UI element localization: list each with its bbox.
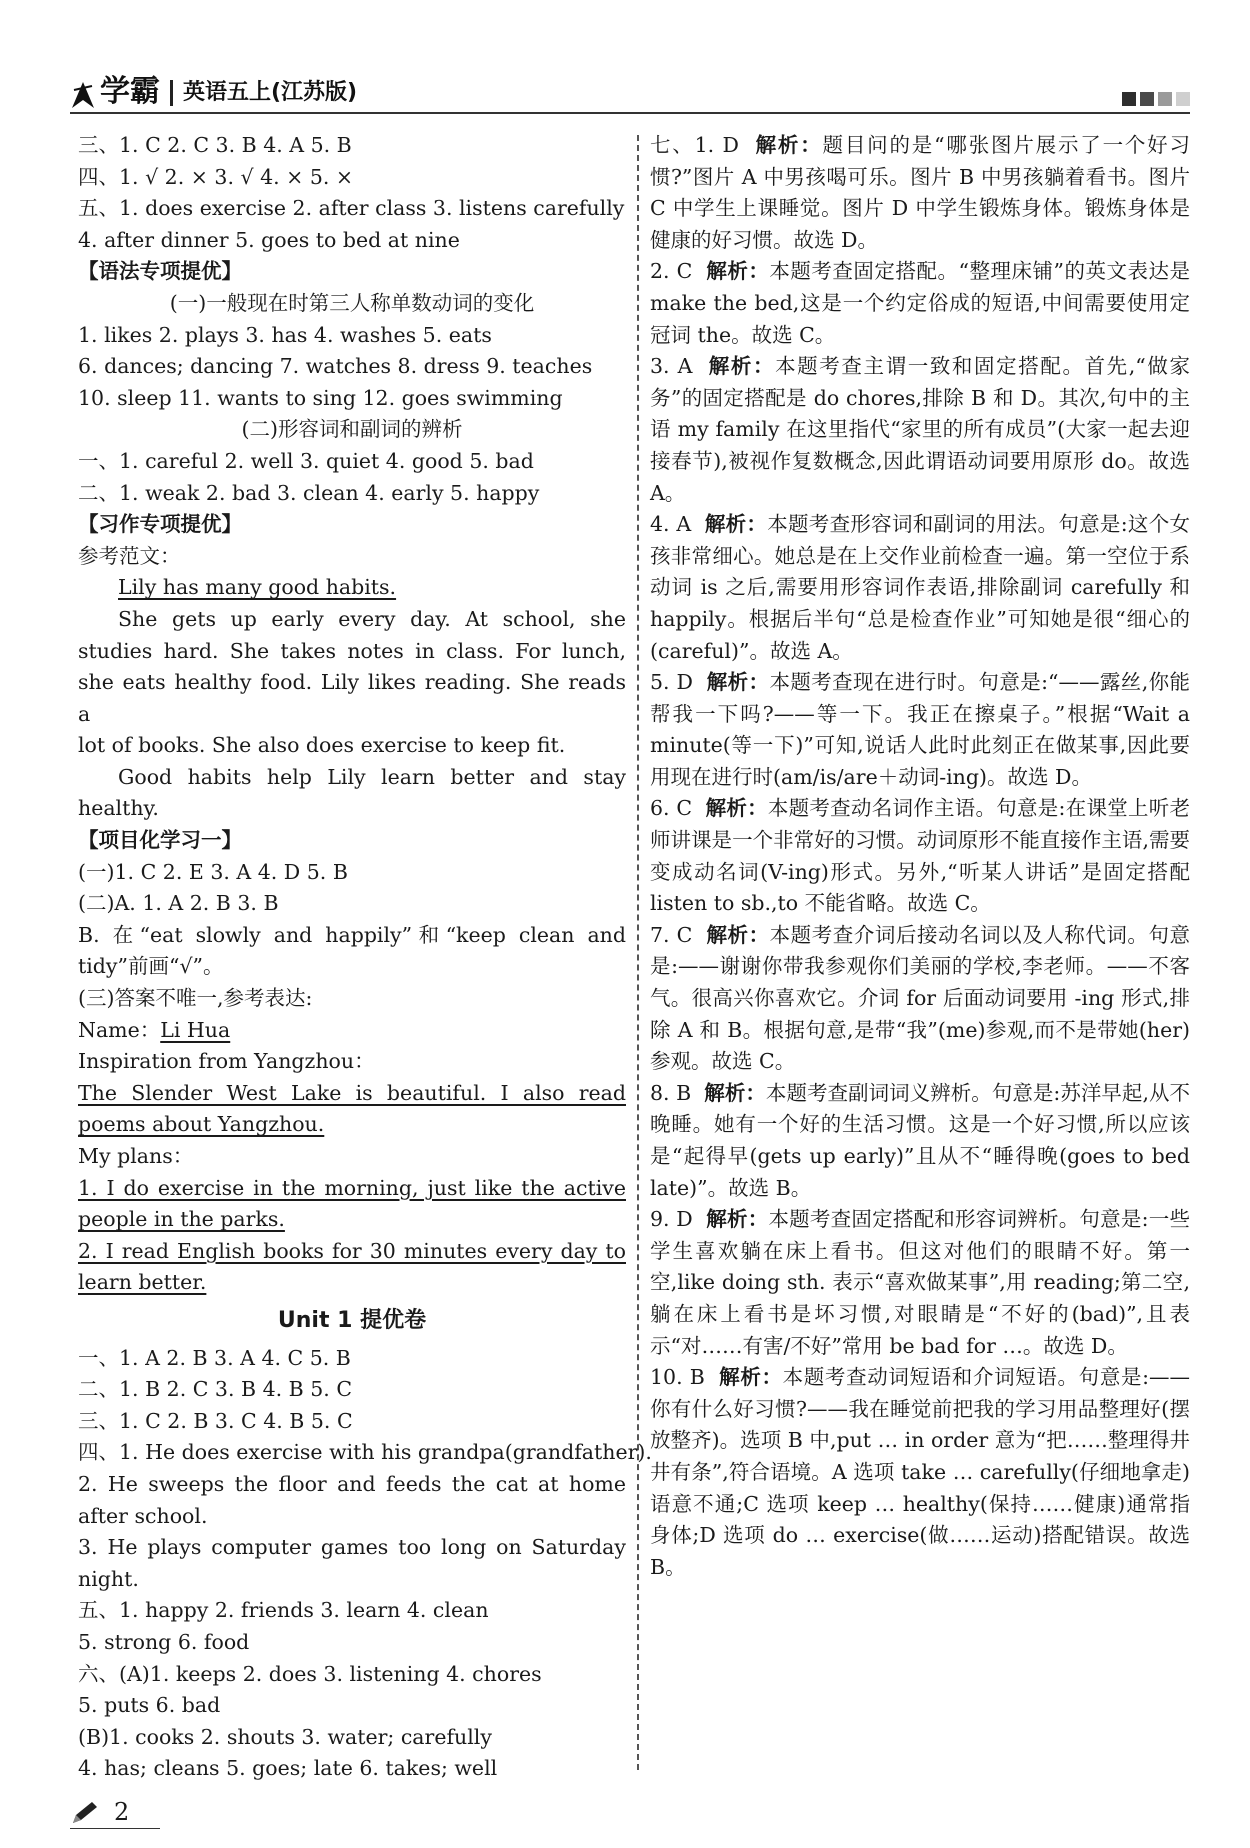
analysis-label: 解析 <box>708 354 753 379</box>
explanation-item: 10. B 解析：本题考查动词短语和介词短语。句意是:——你有什么好习惯?——我在睡觉前把我的学习用品整理好(摆放整齐)。选项 B 中,put … in order 意为“把……整理得井井有条”,符合语境。A 选项 take … carefully(仔细地拿走)语意不通;C 选项 keep … healthy(保持……健康)通常指身体;D 选项 do … exercise(做……运动)搭配错误。故选 B。 <box>650 1365 1191 1579</box>
answer-line: 一、1. careful 2. well 3. quiet 4. good 5. bad <box>78 448 534 473</box>
analysis-text: 本题考查副词词义辨析。句意是:苏洋早起,从不晚睡。她有一个好的生活习惯。这是一个好习惯,所以应该是“起得早(gets up early)”且从不“睡得晚(goes to bed late)”。故选 B。 <box>650 1080 1191 1200</box>
item-number: 9. D <box>650 1207 693 1232</box>
item-number: 七、1. D <box>650 133 739 157</box>
plan-line: 1. I do exercise in the morning, just like the active <box>78 1175 626 1200</box>
answer-line: 3. He plays computer games too long on Saturday <box>78 1535 626 1560</box>
inspiration-line: poems about Yangzhou. <box>78 1112 325 1137</box>
page-header <box>70 70 1190 114</box>
plan-line: people in the parks. <box>78 1207 285 1232</box>
item-number: 3. A <box>650 354 693 379</box>
answer-line: 2. He sweeps the floor and feeds the cat at home <box>78 1471 626 1496</box>
left-column <box>78 130 652 1785</box>
plans-label: My plans： <box>78 1144 194 1168</box>
analysis-text: 本题考查固定搭配。“整理床铺”的英文表达是 make the bed,这是一个约定俗成的短语,中间需要使用定冠词 the。故选 C。 <box>650 259 1191 347</box>
inspiration-line: The Slender West Lake is beautiful. I also read <box>78 1080 626 1105</box>
book-title: 英语五上(江苏版) <box>183 80 358 105</box>
inspiration-label: Inspiration from Yangzhou： <box>78 1049 375 1074</box>
answer-line: after school. <box>78 1503 208 1528</box>
answer-line: 二、1. weak 2. bad 3. clean 4. early 5. happy <box>78 480 540 505</box>
analysis-label: 解析 <box>704 512 747 537</box>
essay-line: healthy. <box>78 796 159 821</box>
corner-decoration <box>1122 92 1190 106</box>
essay-line: she eats healthy food. Lily likes reading. She reads a <box>78 670 626 726</box>
section-heading: 【习作专项提优】 <box>78 512 242 537</box>
analysis-label: 解析 <box>706 670 749 695</box>
answer-line: 四、1. √ 2. × 3. √ 4. × 5. × <box>78 164 354 189</box>
explanation-item: 七、1. D 解析：题目问的是“哪张图片展示了一个好习惯?”图片 A 中男孩喝可乐。图片 B 中男孩躺着看书。图片 C 中学生上课睡觉。图片 D 中学生锻炼身体。锻炼身体是健康的好习惯。故选 D。 <box>650 133 1190 252</box>
unit-title: Unit 1 提优卷 <box>277 1307 427 1333</box>
answer-line: 一、1. A 2. B 3. A 4. C 5. B <box>78 1345 351 1370</box>
answer-line: 6. dances; dancing 7. watches 8. dress 9. teaches <box>78 354 593 379</box>
answer-line: B. 在“eat slowly and happily”和“keep clean and <box>78 922 626 947</box>
explanation-item: 2. C 解析：本题考查固定搭配。“整理床铺”的英文表达是 make the bed,这是一个约定俗成的短语,中间需要使用定冠词 the。故选 C。 <box>650 259 1191 347</box>
brand-logo <box>70 70 357 110</box>
answer-line: 二、1. B 2. C 3. B 4. B 5. C <box>78 1377 353 1402</box>
answer-line: 三、1. C 2. B 3. C 4. B 5. C <box>78 1408 353 1433</box>
answer-line: 五、1. happy 2. friends 3. learn 4. clean <box>78 1598 489 1623</box>
analysis-label: 解析 <box>719 1365 762 1390</box>
column-divider <box>637 135 639 1770</box>
pen-nib-icon <box>70 80 96 110</box>
item-number: 8. B <box>650 1080 692 1105</box>
answer-line: 1. likes 2. plays 3. has 4. washes 5. eats <box>78 322 492 347</box>
answer-line: 4. after dinner 5. goes to bed at nine <box>78 227 460 252</box>
answer-line: night. <box>78 1566 139 1591</box>
answer-line: 六、(A)1. keeps 2. does 3. listening 4. chores <box>78 1661 542 1686</box>
answer-line: 4. has; cleans 5. goes; late 6. takes; well <box>78 1756 498 1781</box>
answer-line: 5. strong 6. food <box>78 1629 250 1654</box>
page-number: 2 <box>114 1798 130 1826</box>
item-number: 5. D <box>650 670 693 695</box>
name-value: Li Hua <box>160 1017 231 1042</box>
analysis-text: 本题考查现在进行时。句意是:“——露丝,你能帮我一下吗?——等一下。我正在擦桌子。”根据“Wait a minute(等一下)”可知,说话人此时此刻正在做某事,因此要用现在进行时(am/is/are＋动词-ing)。故选 D。 <box>650 670 1191 789</box>
section-heading: 【语法专项提优】 <box>78 259 242 284</box>
section-heading: 【项目化学习一】 <box>78 828 242 853</box>
page-footer <box>70 1798 160 1829</box>
explanation-item: 7. C 解析：本题考查介词后接动名词以及人称代词。句意是:——谢谢你带我参观你们美丽的学校,李老师。——不客气。很高兴你喜欢它。介词 for 后面动词要用 -ing 形式,排除 A 和 B。根据句意,是带“我”(me)参观,而不是带她(her)参观。故选 C。 <box>650 922 1191 1074</box>
analysis-label: 解析 <box>706 259 749 284</box>
analysis-text: 本题考查动名词作主语。句意是:在课堂上听老师讲课是一个非常好的习惯。动词原形不能直接作主语,需要变成动名词(V-ing)形式。另外,“听某人讲话”是固定搭配 listen to sb.,to 不能省略。故选 C。 <box>650 796 1191 916</box>
answer-line: 5. puts 6. bad <box>78 1693 221 1718</box>
essay-line: lot of books. She also does exercise to keep fit. <box>78 733 566 758</box>
analysis-label: 解析 <box>755 133 801 157</box>
answer-line: (B)1. cooks 2. shouts 3. water; carefully <box>78 1724 492 1749</box>
essay-line: She gets up early every day. At school, she <box>118 606 626 631</box>
explanation-item: 4. A 解析：本题考查形容词和副词的用法。句意是:这个女孩非常细心。她总是在上交作业前检查一遍。第一空位于系动词 is 之后,需要用形容词作表语,排除副词 carefully 和 happily。根据后半句“总是检查作业”可知她是很“细心的(careful)”。故选 A。 <box>650 512 1190 663</box>
explanation-item: 3. A 解析：本题考查主谓一致和固定搭配。首先,“做家务”的固定搭配是 do chores,排除 B 和 D。其次,句中的主语 my family 在这里指代“家里的所有成员”(大家一起去迎接春节),被视作复数概念,因此谓语动词要用原形 do。故选 A。 <box>650 354 1190 505</box>
analysis-text: 题目问的是“哪张图片展示了一个好习惯?”图片 A 中男孩喝可乐。图片 B 中男孩躺着看书。图片 C 中学生上课睡觉。图片 D 中学生锻炼身体。锻炼身体是健康的好习惯。故选 D。 <box>650 133 1190 252</box>
reference-label: 参考范文： <box>78 543 181 568</box>
essay-title: Lily has many good habits. <box>118 575 397 600</box>
plan-line: 2. I read English books for 30 minutes every day to <box>78 1238 626 1263</box>
subsection-heading: (一)一般现在时第三人称单数动词的变化 <box>169 290 535 315</box>
analysis-label: 解析 <box>706 1207 748 1232</box>
analysis-label: 解析 <box>706 922 749 947</box>
answer-line: 五、1. does exercise 2. after class 3. listens carefully <box>78 196 625 221</box>
explanation-item: 8. B 解析：本题考查副词词义辨析。句意是:苏洋早起,从不晚睡。她有一个好的生活习惯。这是一个好习惯,所以应该是“起得早(gets up early)”且从不“睡得晚(goes to bed late)”。故选 B。 <box>650 1080 1191 1200</box>
answer-line: 10. sleep 11. wants to sing 12. goes swimming <box>78 385 563 410</box>
right-column <box>650 130 1190 1583</box>
item-number: 7. C <box>650 922 693 947</box>
answer-line: 四、1. He does exercise with his grandpa(grandfather). <box>78 1440 652 1465</box>
answer-line: 三、1. C 2. C 3. B 4. A 5. B <box>78 133 352 157</box>
analysis-text: 本题考查动词短语和介词短语。句意是:——你有什么好习惯?——我在睡觉前把我的学习用品整理好(摆放整齐)。选项 B 中,put … in order 意为“把……整理得井井有条”,符合语境。A 选项 take … carefully(仔细地拿走)语意不通;C 选项 keep … healthy(保持……健康)通常指身体;D 选项 do … exercise(做……运动)搭配错误。故选 B。 <box>650 1365 1191 1579</box>
pencil-icon <box>70 1800 100 1826</box>
subsection-heading: (二)形容词和副词的辨析 <box>241 417 463 442</box>
explanation-item: 5. D 解析：本题考查现在进行时。句意是:“——露丝,你能帮我一下吗?——等一下。我正在擦桌子。”根据“Wait a minute(等一下)”可知,说话人此时此刻正在做某事,因此要用现在进行时(am/is/are＋动词-ing)。故选 D。 <box>650 670 1191 789</box>
item-number: 2. C <box>650 259 693 284</box>
logo-text: 学霸 <box>100 74 160 109</box>
analysis-text: 本题考查形容词和副词的用法。句意是:这个女孩非常细心。她总是在上交作业前检查一遍。第一空位于系动词 is 之后,需要用形容词作表语,排除副词 carefully 和 happily。根据后半句“总是检查作业”可知她是很“细心的(careful)”。故选 A。 <box>650 512 1190 663</box>
analysis-text: 本题考查固定搭配和形容词辨析。句意是:一些学生喜欢躺在床上看书。但这对他们的眼睛不好。第一空,like doing sth. 表示“喜欢做某事”,用 reading;第二空,躺在床上看书是坏习惯,对眼睛是“不好的(bad)”,且表示“对……有害/不好”常用 be bad for …。故选 D。 <box>650 1207 1190 1358</box>
header-divider <box>170 80 173 106</box>
answer-line: (三)答案不唯一,参考表达: <box>78 986 313 1011</box>
item-number: 6. C <box>650 796 693 821</box>
essay-line: Good habits help Lily learn better and stay <box>118 764 626 789</box>
analysis-text: 本题考查主谓一致和固定搭配。首先,“做家务”的固定搭配是 do chores,排除 B 和 D。其次,句中的主语 my family 在这里指代“家里的所有成员”(大家一起去迎接春节),被视作复数概念,因此谓语动词要用原形 do。故选 A。 <box>650 354 1190 505</box>
explanation-item: 6. C 解析：本题考查动名词作主语。句意是:在课堂上听老师讲课是一个非常好的习惯。动词原形不能直接作主语,需要变成动名词(V-ing)形式。另外,“听某人讲话”是固定搭配 listen to sb.,to 不能省略。故选 C。 <box>650 796 1191 916</box>
name-label: Name： <box>78 1017 161 1042</box>
explanation-item: 9. D 解析：本题考查固定搭配和形容词辨析。句意是:一些学生喜欢躺在床上看书。但这对他们的眼睛不好。第一空,like doing sth. 表示“喜欢做某事”,用 reading;第二空,躺在床上看书是坏习惯,对眼睛是“不好的(bad)”,且表示“对……有害/不好”常用 be bad for …。故选 D。 <box>650 1207 1190 1358</box>
item-number: 10. B <box>650 1365 705 1390</box>
item-number: 4. A <box>650 512 692 537</box>
answer-line: (一)1. C 2. E 3. A 4. D 5. B <box>78 859 348 884</box>
answer-line: tidy”前画“√”。 <box>78 954 224 979</box>
plan-line: learn better. <box>78 1270 207 1295</box>
analysis-label: 解析 <box>705 796 748 821</box>
answer-line: (二)A. 1. A 2. B 3. B <box>78 891 279 916</box>
essay-line: studies hard. She takes notes in class. For lunch, <box>78 638 626 663</box>
analysis-text: 本题考查介词后接动名词以及人称代词。句意是:——谢谢你带我参观你们美丽的学校,李老师。——不客气。很高兴你喜欢它。介词 for 后面动词要用 -ing 形式,排除 A 和 B。根据句意,是带“我”(me)参观,而不是带她(her)参观。故选 C。 <box>650 922 1191 1074</box>
analysis-label: 解析 <box>704 1080 746 1105</box>
